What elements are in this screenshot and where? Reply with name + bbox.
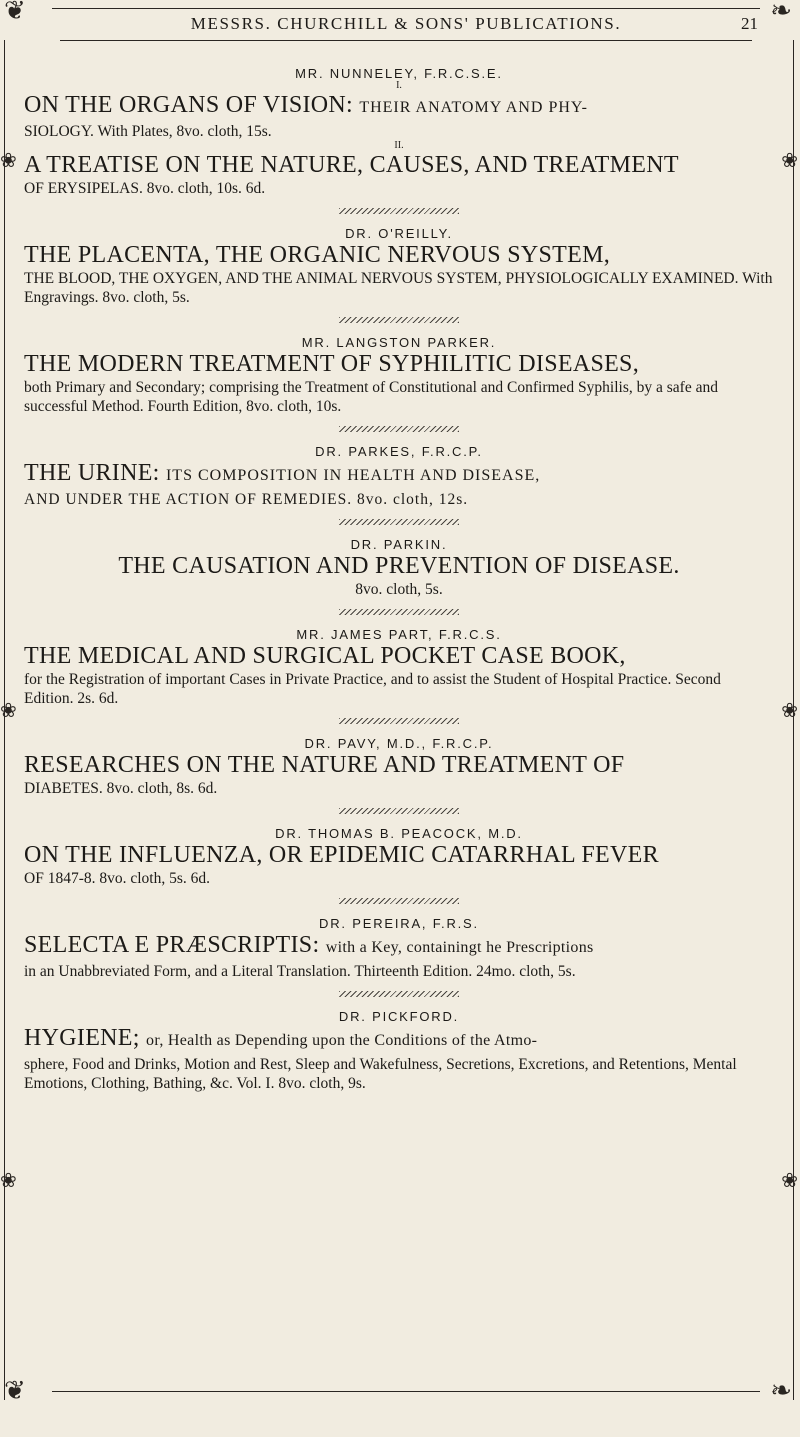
- leaf-ornament-icon: ❀: [0, 148, 17, 172]
- entry-part: [24, 627, 774, 708]
- book-title: THE CAUSATION AND PREVENTION OF DISEASE.: [118, 553, 680, 579]
- book-detail: DIABETES. 8vo. cloth, 8s. 6d.: [24, 780, 218, 797]
- entry-parkes: [24, 444, 774, 509]
- author-name: MR. NUNNELEY, F.R.C.S.E.: [295, 66, 503, 81]
- work-numeral: II.: [394, 140, 404, 151]
- book-detail: both Primary and Secondary; comprising the Treatment of Constitutional and Confirmed Syphilis, by a safe and successful Method. Fourth Edition, 8vo. cloth, 10s.: [24, 379, 718, 415]
- book-title: ON THE INFLUENZA, OR EPIDEMIC CATARRHAL FEVER: [24, 842, 659, 868]
- entry-pavy: [24, 736, 774, 798]
- book-detail: for the Registration of important Cases in Private Practice, and to assist the Student of Hospital Practice. Second Edition. 2s. 6d.: [24, 671, 721, 707]
- ornamental-divider: [339, 519, 459, 525]
- top-border-rule: [52, 8, 760, 9]
- entry-oreilly: [24, 226, 774, 307]
- author-name: MR. LANGSTON PARKER.: [301, 335, 497, 350]
- book-detail: in an Unabbreviated Form, and a Literal Translation. Thirteenth Edition. 24mo. cloth, 5s.: [24, 963, 576, 980]
- fleuron-icon: ❦: [4, 0, 26, 26]
- book-title: THE URINE: ITS COMPOSITION IN HEALTH AND DISEASE,: [24, 460, 541, 486]
- book-detail: 8vo. cloth, 5s.: [355, 581, 443, 598]
- entry-peacock: [24, 826, 774, 888]
- leaf-ornament-icon: ❀: [0, 1168, 17, 1192]
- book-detail: THE BLOOD, THE OXYGEN, AND THE ANIMAL NERVOUS SYSTEM, PHYSIOLOGICALLY EXAMINED. With Engravings. 8vo. cloth, 5s.: [24, 270, 773, 306]
- page-number: 21: [741, 14, 758, 33]
- work-numeral: I.: [396, 80, 402, 91]
- running-header: MESSRS. CHURCHILL & SONS' PUBLICATIONS.: [190, 14, 622, 33]
- book-title: THE PLACENTA, THE ORGANIC NERVOUS SYSTEM,: [24, 242, 611, 268]
- book-title: THE MODERN TREATMENT OF SYPHILITIC DISEASES,: [24, 351, 640, 377]
- author-name: DR. O'REILLY.: [345, 226, 453, 241]
- author-name: DR. PICKFORD.: [338, 1009, 460, 1024]
- book-title: ON THE ORGANS OF VISION: THEIR ANATOMY AND PHY-: [24, 92, 589, 118]
- book-title: SELECTA E PRÆSCRIPTIS: with a Key, containingt he Prescriptions: [24, 932, 594, 958]
- book-title: HYGIENE; or, Health as Depending upon the Conditions of the Atmo-: [24, 1025, 538, 1051]
- book-title: THE MEDICAL AND SURGICAL POCKET CASE BOOK,: [24, 643, 626, 669]
- bottom-border-rule: [52, 1391, 760, 1392]
- leaf-ornament-icon: ❀: [0, 698, 17, 722]
- catalogue-entries: [24, 50, 774, 1093]
- author-name: MR. JAMES PART, F.R.C.S.: [296, 627, 502, 642]
- book-title: A TREATISE ON THE NATURE, CAUSES, AND TREATMENT: [24, 152, 679, 178]
- entry-langston-parker: [24, 335, 774, 416]
- ornamental-divider: [339, 609, 459, 615]
- entry-pereira: [24, 916, 774, 981]
- book-title: RESEARCHES ON THE NATURE AND TREATMENT OF: [24, 752, 625, 778]
- leaf-ornament-icon: ❀: [781, 698, 798, 722]
- ornamental-divider: [339, 317, 459, 323]
- leaf-ornament-icon: ❀: [781, 148, 798, 172]
- entry-nunneley: [24, 66, 774, 198]
- author-name: DR. PARKES, F.R.C.P.: [315, 444, 483, 459]
- author-name: DR. THOMAS B. PEACOCK, M.D.: [275, 826, 523, 841]
- fleuron-icon: ❧: [770, 0, 792, 26]
- book-detail: AND UNDER THE ACTION OF REMEDIES. 8vo. cloth, 12s.: [24, 491, 469, 508]
- fleuron-icon: ❦: [4, 1376, 26, 1406]
- ornamental-divider: [339, 208, 459, 214]
- fleuron-icon: ❧: [770, 1376, 792, 1406]
- author-name: DR. PEREIRA, F.R.S.: [319, 916, 479, 931]
- author-name: DR. PARKIN.: [350, 537, 448, 552]
- leaf-ornament-icon: ❀: [781, 1168, 798, 1192]
- book-detail: sphere, Food and Drinks, Motion and Rest, Sleep and Wakefulness, Secretions, Excretions, and Retentions, Mental Emotions, Clothing, Bathing, &c. Vol. I. 8vo. cloth, 9s.: [24, 1056, 737, 1092]
- header-underline-rule: [60, 40, 752, 41]
- book-detail: OF ERYSIPELAS. 8vo. cloth, 10s. 6d.: [24, 180, 266, 197]
- book-detail: SIOLOGY. With Plates, 8vo. cloth, 15s.: [24, 123, 272, 140]
- author-name: DR. PAVY, M.D., F.R.C.P.: [304, 736, 494, 751]
- entry-parkin: [24, 537, 774, 599]
- ornamental-divider: [339, 426, 459, 432]
- ornamental-divider: [339, 808, 459, 814]
- ornamental-divider: [339, 991, 459, 997]
- ornamental-divider: [339, 898, 459, 904]
- book-detail: OF 1847-8. 8vo. cloth, 5s. 6d.: [24, 870, 210, 887]
- entry-pickford: [24, 1009, 774, 1093]
- ornamental-divider: [339, 718, 459, 724]
